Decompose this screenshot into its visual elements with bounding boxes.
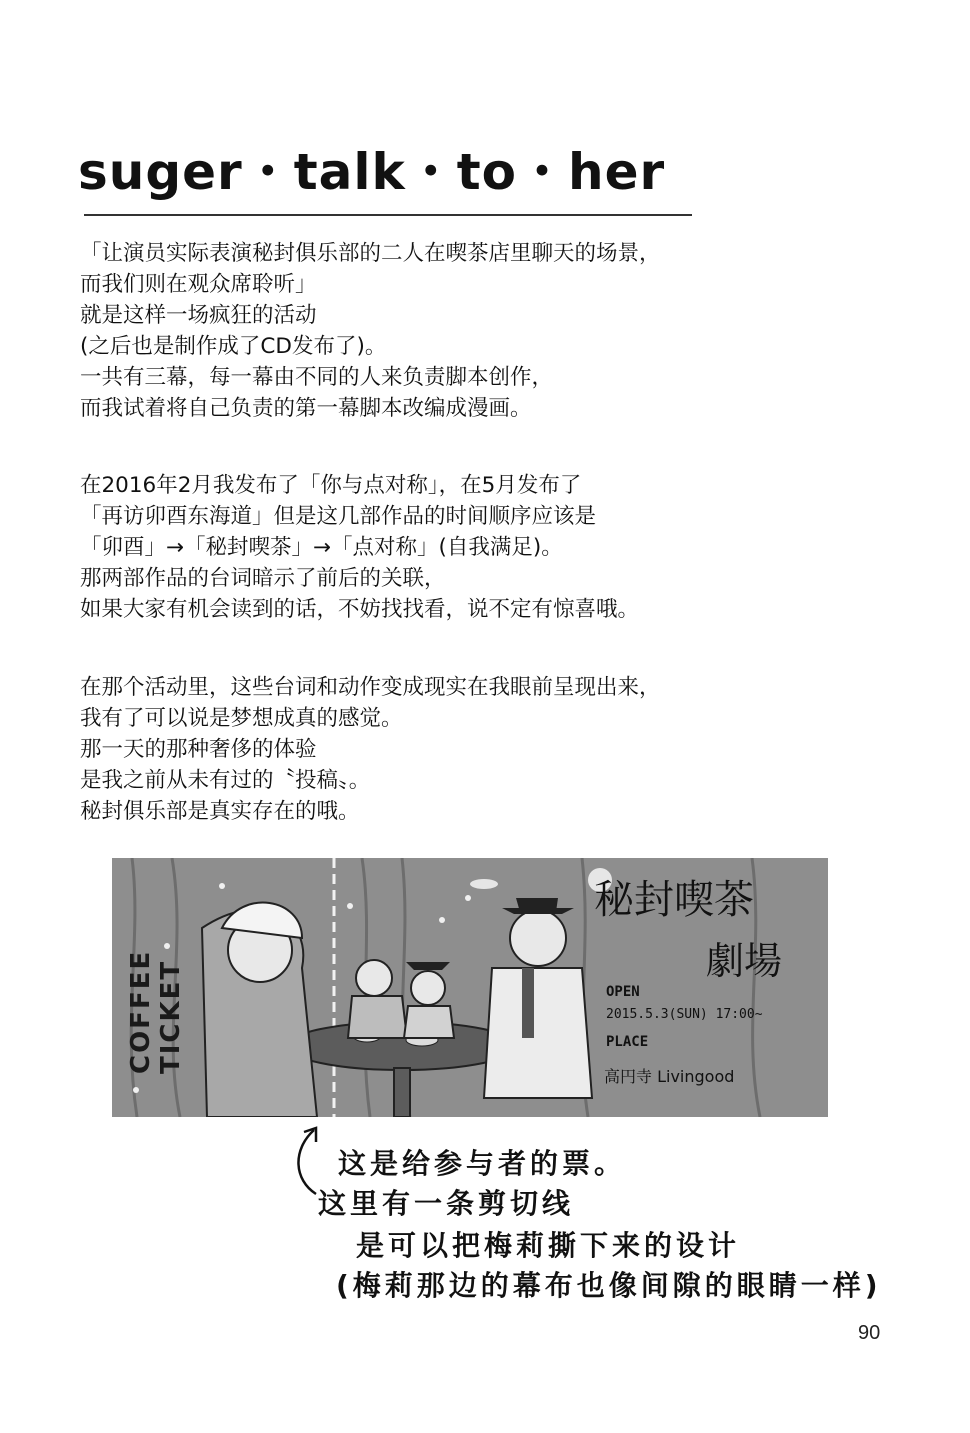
ticket-label-line2: TICKET [156,959,186,1074]
note-line: 这里有一条剪切线 [318,1187,575,1220]
paragraph-2 [80,470,639,625]
ticket-place-label: PLACE [606,1034,649,1050]
page-number: 90 [858,1322,881,1344]
ticket-open-label: OPEN [606,984,640,1000]
text-line: 我有了可以说是梦想成真的感觉。 [80,706,403,731]
text-line: 在那个活动里，这些台词和动作变成现实在我眼前呈现出来， [80,675,661,700]
title-underline [84,214,692,216]
ticket-title: 秘封喫茶 [594,877,754,923]
text-line: 那一天的那种奢侈的体验 [80,737,317,762]
text-line: 一共有三幕，每一幕由不同的人来负责脚本创作， [80,365,554,390]
ticket-date: 2015.5.3(SUN) 17:00~ [606,1007,763,1022]
ticket-label [126,950,186,1074]
text-line: 而我试着将自己负责的第一幕脚本改编成漫画。 [80,396,532,421]
paragraph-3 [80,672,661,827]
text-line: 那两部作品的台词暗示了前后的关联， [80,566,446,591]
text-line: 而我们则在观众席聆听」 [80,272,317,297]
note-line: 是可以把梅莉撕下来的设计 [356,1229,741,1262]
ticket-label-line1: COFFEE [126,949,156,1074]
text-line: (之后也是制作成了CD发布了)。 [80,334,387,359]
text-line: 在2016年2月我发布了「你与点对称」，在5月发布了 [80,473,582,498]
text-line: 「卯酉」→「秘封喫茶」→「点对称」(自我满足)。 [80,535,563,560]
ticket-venue: 高円寺 Livingood [604,1067,735,1086]
text-line: 如果大家有机会读到的话，不妨找找看，说不定有惊喜哦。 [80,597,640,622]
paragraph-1 [80,238,661,424]
text-line: 就是这样一场疯狂的活动 [80,303,317,328]
ticket-subtitle: 劇場 [706,939,783,983]
page-title: suger・talk・to・her [78,143,666,201]
text-line: 是我之前从未有过的〝投稿〟。 [80,768,371,793]
text-line: 「再访卯酉东海道」但是这几部作品的时间顺序应该是 [80,504,597,529]
ufo-icon [470,879,498,889]
text-line: 秘封俱乐部是真实存在的哦。 [80,799,360,824]
text-line: 「让演员实际表演秘封俱乐部的二人在喫茶店里聊天的场景， [80,241,661,266]
note-line: 这是给参与者的票。 [338,1147,627,1180]
note-line: (梅莉那边的幕布也像间隙的眼睛一样) [336,1269,882,1302]
